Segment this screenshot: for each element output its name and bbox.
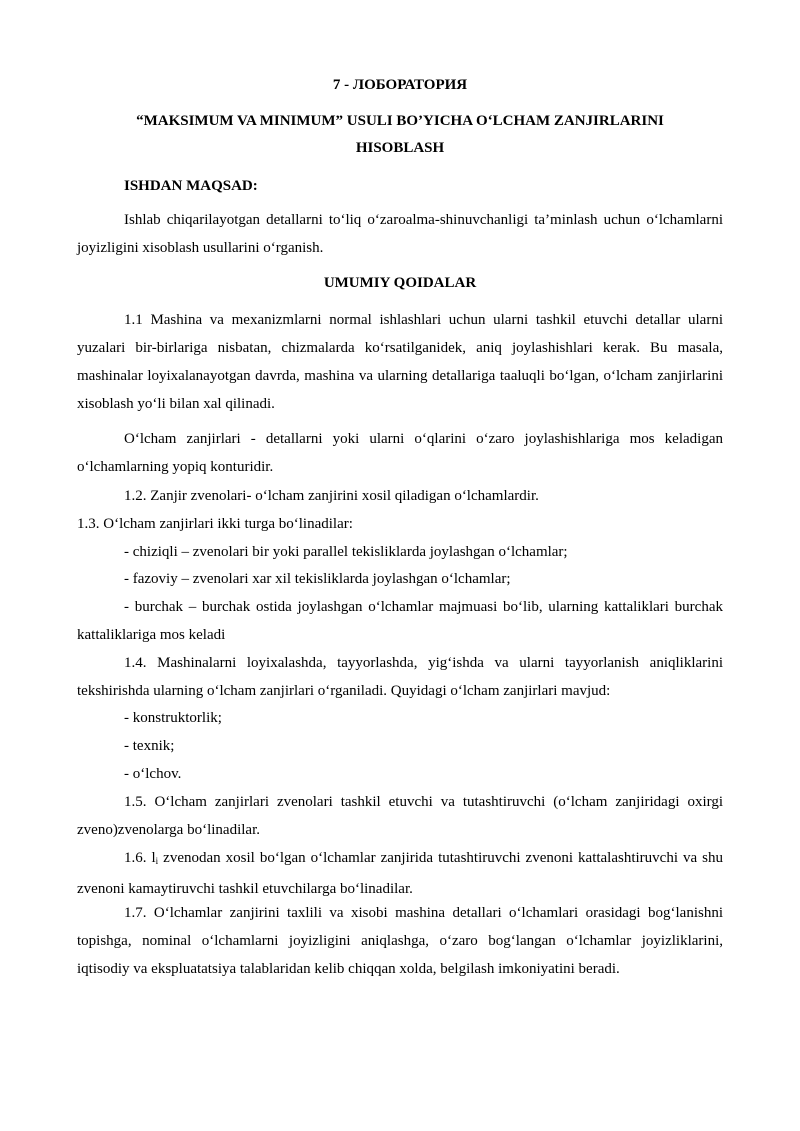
list-item-linear: - chiziqli – zvenolari bir yoki parallel tekisliklarda joylashgan o‘lchamlar;	[124, 544, 568, 560]
list-item-angular: - burchak – burchak ostida joylashgan o‘lchamlar majmuasi bo‘lib, ularning kattaliklari burchak kattaliklariga mos keladi	[77, 599, 723, 643]
list-item-measuring: - o‘lchov.	[124, 766, 182, 782]
list-item-spatial: - fazoviy – zvenolari xar xil tekisliklarda joylashgan o‘lchamlar;	[124, 571, 511, 587]
section-heading: UMUMIY QOIDALAR	[323, 275, 477, 291]
paragraph-1-6-subscript: i	[155, 856, 159, 866]
paragraph-1-6-start: 1.6. l	[124, 850, 156, 866]
lab-subtitle-line1: “MAKSIMUM VA MINIMUM” USULI BO’YICHA O‘LCHAM ZANJIRLARINI	[136, 113, 664, 129]
paragraph-1-4: 1.4. Mashinalarni loyixalashda, tayyorlashda, yig‘ishda va ularni tayyorlanish aniqliklarini tekshirishda ularning o‘lcham zanjirlari o‘rganiladi. Quyidagi o‘lcham zanjirlari mavjud:	[77, 655, 723, 699]
list-item-constructive: - konstruktorlik;	[124, 710, 222, 726]
paragraph-1-3: 1.3. O‘lcham zanjirlari ikki turga bo‘linadilar:	[77, 516, 353, 532]
paragraph-definition: O‘lcham zanjirlari - detallarni yoki ularni o‘qlarini o‘zaro joylashishlariga mos keladigan o‘lchamlarning yopiq konturidir.	[77, 431, 723, 475]
goal-paragraph: Ishlab chiqarilayotgan detallarni to‘liq o‘zaroalma-shinuvchanligi ta’minlash uchun o‘lchamlarni joyizligini xisoblash usullarini o‘rganish.	[77, 212, 723, 256]
paragraph-1-5: 1.5. O‘lcham zanjirlari zvenolari tashkil etuvchi va tutashtiruvchi (o‘lcham zanjiridagi oxirgi zveno)zvenolarga bo‘linadilar.	[77, 794, 723, 838]
lab-title: 7 - ЛОБОРАТОРИЯ	[332, 77, 468, 93]
paragraph-1-7: 1.7. O‘lchamlar zanjirini taxlili va xisobi mashina detallari o‘lchamlari orasidagi bog‘lanishni topishga, nominal o‘lchamlarni joyizligini aniqlashga, o‘zaro bog‘langan o‘lchamlar joyizliklarini, iqtisodiy va ekspluatatsiya talablaridan kelib chiqqan xolda, belgilash imkoniyatini beradi.	[77, 905, 723, 977]
paragraph-1-6-rest: zvenodan xosil bo‘lgan o‘lchamlar zanjirida tutashtiruvchi zvenoni kattalashtiruvchi va shu zvenoni kamaytiruvchi tashkil etuvchilarga bo‘linadilar.	[77, 850, 723, 897]
paragraph-1-6	[77, 844, 723, 903]
lab-subtitle-line2: HISOBLASH	[355, 140, 445, 156]
paragraph-1-1: 1.1 Mashina va mexanizmlarni normal ishlashlari uchun ularni tashkil etuvchi detallar ularni yuzalari bir-birlariga nisbatan, chizmalarda ko‘rsatilganidek, aniq joylashishlari kerak. Bu masala, mashinalar loyixalanayotgan davrda, mashina va ularning detallariga taaluqli bo‘lgan, o‘lcham zanjirlarini xisoblash yo‘li bilan xal qilinadi.	[77, 312, 723, 412]
list-item-technical: - texnik;	[124, 738, 175, 754]
lab-subtitle	[77, 108, 723, 162]
goal-heading: ISHDAN MAQSAD:	[124, 178, 258, 194]
paragraph-1-2: 1.2. Zanjir zvenolari- o‘lcham zanjirini xosil qiladigan o‘lchamlardir.	[124, 488, 539, 504]
